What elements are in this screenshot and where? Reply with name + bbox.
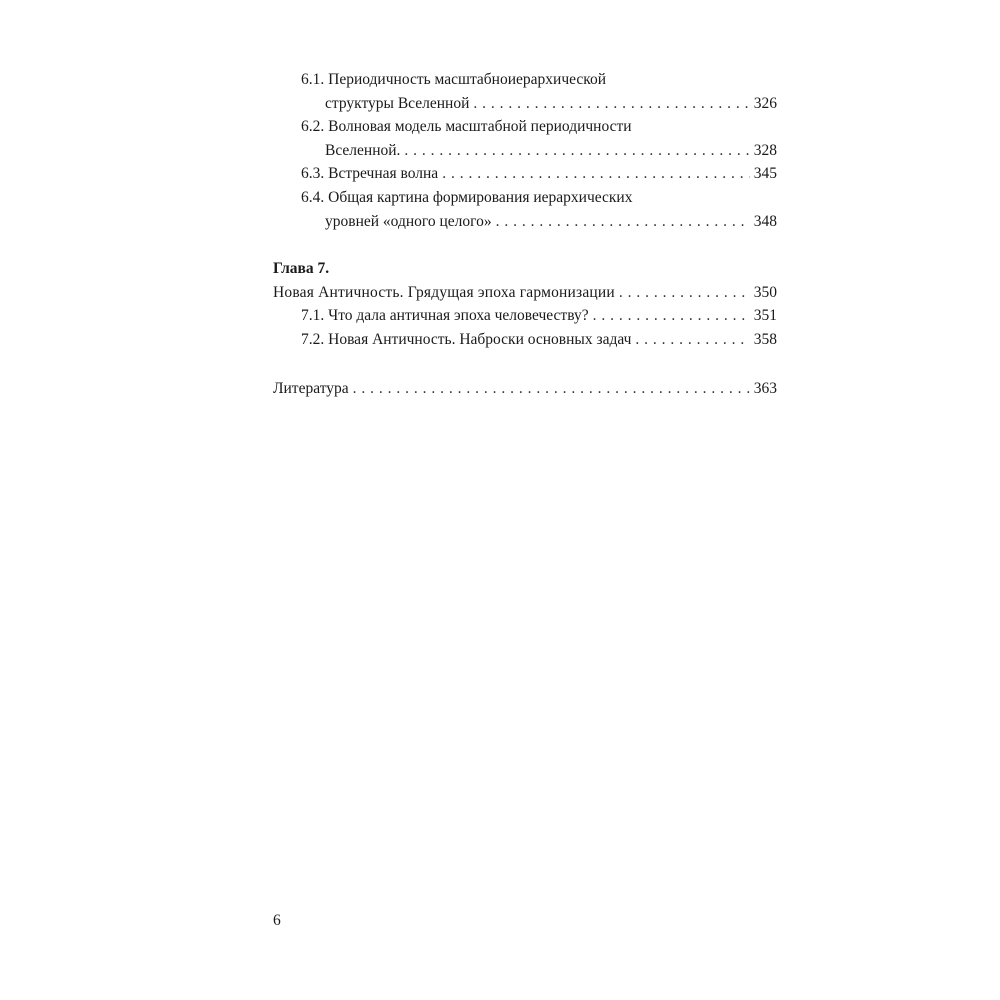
toc-entry-7-1 bbox=[273, 304, 777, 328]
toc-entry-title: Литература bbox=[273, 379, 349, 397]
toc-entry-title: 7.1. Что дала античная эпоха человечеству? bbox=[301, 307, 589, 325]
dot-leader bbox=[593, 304, 750, 328]
toc-page-number: 345 bbox=[753, 165, 777, 183]
chapter-title: Новая Античность. Грядущая эпоха гармонизации bbox=[273, 283, 615, 301]
toc-entry-chapter-7 bbox=[273, 281, 777, 305]
dot-leader bbox=[619, 281, 750, 305]
toc-entry-6-2-line-1 bbox=[273, 115, 777, 139]
toc-page-number: 350 bbox=[753, 283, 777, 301]
toc-entry-6-4-line-1 bbox=[273, 186, 777, 210]
toc-entry-title: 6.1. Периодичность масштабноиерархической bbox=[301, 71, 607, 88]
toc-page-number: 326 bbox=[753, 94, 777, 112]
toc-entry-7-2 bbox=[273, 328, 777, 352]
toc-entry-6-1-line-1 bbox=[273, 68, 777, 92]
toc-page-number: 348 bbox=[753, 212, 777, 230]
dot-leader bbox=[442, 162, 750, 186]
toc-entry-title: 6.2. Волновая модель масштабной периодичности bbox=[301, 118, 632, 136]
toc-page-number: 358 bbox=[753, 330, 777, 348]
table-of-contents bbox=[273, 68, 777, 400]
dot-leader bbox=[635, 328, 749, 352]
toc-entry-title: структуры Вселенной bbox=[325, 94, 470, 112]
chapter-label: Глава 7. bbox=[273, 260, 330, 278]
dot-leader bbox=[404, 139, 749, 163]
toc-entry-title: Вселенной. bbox=[325, 141, 401, 159]
toc-entry-6-3 bbox=[273, 162, 777, 186]
dot-leader bbox=[496, 210, 750, 234]
dot-leader bbox=[473, 92, 749, 116]
dot-leader bbox=[353, 377, 750, 401]
toc-entry-title: 6.4. Общая картина формирования иерархических bbox=[301, 188, 633, 206]
toc-entry-title: уровней «одного целого» bbox=[325, 212, 492, 230]
toc-entry-6-2-line-2 bbox=[273, 139, 777, 163]
toc-entry-literature bbox=[273, 377, 777, 401]
toc-entry-title: 6.3. Встречная волна bbox=[301, 165, 439, 183]
toc-page-number: 351 bbox=[753, 307, 777, 325]
toc-page-number: 363 bbox=[753, 379, 777, 397]
toc-entry-6-1-line-2 bbox=[273, 92, 777, 116]
toc-entry-title: 7.2. Новая Античность. Наброски основных задач bbox=[301, 330, 632, 348]
page-number: 6 bbox=[273, 912, 281, 929]
chapter-heading bbox=[273, 257, 777, 281]
toc-page-number: 328 bbox=[753, 141, 777, 159]
toc-entry-6-4-line-2 bbox=[273, 210, 777, 234]
